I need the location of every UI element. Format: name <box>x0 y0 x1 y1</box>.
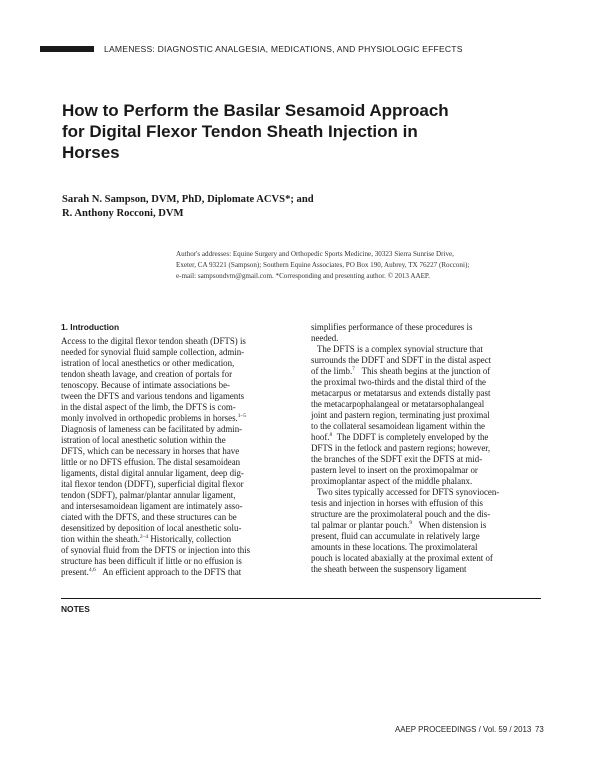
text-line: tween the DFTS and various tendons and ligaments <box>61 391 245 401</box>
author-line: R. Anthony Rocconi, DVM <box>62 207 184 219</box>
text-fragment: monly involved in orthopedic problems in horses. <box>61 413 238 423</box>
title-line: for Digital Flexor Tendon Sheath Injection in <box>62 122 418 141</box>
text-line: needed for synovial fluid sample collection, admin- <box>61 347 245 357</box>
text-fragment: When distension is <box>418 520 487 530</box>
text-line: to the collateral sesamoidean ligament within the <box>311 421 485 431</box>
text-line: tendon sheath lavage, and creation of portals for <box>61 369 233 379</box>
journal-citation: AAEP PROCEEDINGS / Vol. 59 / 2013 <box>395 725 532 734</box>
text-line: joint and pastern region, terminating just proximal <box>311 410 490 420</box>
running-header <box>40 43 540 55</box>
citation-ref: 9 <box>409 520 413 527</box>
citation-ref: 4,6 <box>88 567 96 574</box>
notes-label: NOTES <box>61 604 90 614</box>
body-column-left <box>61 322 291 578</box>
text-line: the sheath between the suspensory ligament <box>311 564 467 574</box>
text-line: pastern level to insert on the proximopalmar or <box>311 465 478 475</box>
text-line: DFTS, which can be necessary in horses that have <box>61 446 240 456</box>
body-column-right <box>311 322 541 575</box>
citation-ref: 8 <box>329 432 333 439</box>
title-line: How to Perform the Basilar Sesamoid Approach <box>62 101 449 120</box>
text-line: tesis and injection in horses with effusion of this <box>311 498 483 508</box>
text-line: surrounds the DDFT and SDFT in the distal aspect <box>311 355 492 365</box>
text-line: istration of local anesthetic solution within the <box>61 435 226 445</box>
page-number: 73 <box>535 725 544 734</box>
text-line: the branches of the SDFT exit the DFTS at mid- <box>311 454 483 464</box>
address-line: Author's addresses: Equine Surgery and Orthopedic Sports Medicine, 30323 Sierra Sunrise Drive, <box>176 250 454 258</box>
author-list <box>62 193 482 220</box>
text-line <box>61 534 291 545</box>
text-line: The DFTS is a complex synovial structure that <box>317 344 483 354</box>
text-fragment: The DDFT is completely enveloped by the <box>336 432 489 442</box>
author-line: Sarah N. Sampson, DVM, PhD, Diplomate ACVS*; and <box>62 194 314 205</box>
text-line: present, fluid can accumulate in relatively large <box>311 531 480 541</box>
citation-ref: 1–5 <box>237 413 246 420</box>
section-heading: 1. Introduction <box>61 322 120 332</box>
text-line: Two sites typically accessed for DFTS synoviocen- <box>317 487 500 497</box>
citation-ref: 7 <box>352 366 355 373</box>
text-line: the metacarpophalangeal or metatarsophalangeal <box>311 399 485 409</box>
text-line: tendon (SDFT), palmar/plantar annular ligament, <box>61 490 236 500</box>
text-line: proximoplantar aspect of the middle phalanx. <box>311 476 473 486</box>
title-line: Horses <box>62 143 120 162</box>
author-addresses <box>176 249 542 282</box>
citation-ref: 2–4 <box>139 534 149 541</box>
text-line: the proximal two-thirds and the distal third of the <box>311 377 486 387</box>
text-line: needed. <box>311 333 339 343</box>
text-line: of synovial fluid from the DFTS or injection into this <box>61 545 251 555</box>
text-fragment: hoof. <box>311 432 330 442</box>
notes-divider <box>61 598 541 599</box>
text-line: Access to the digital flexor tendon sheath (DFTS) is <box>61 336 246 346</box>
text-line: and intersesamoidean ligament are intimately asso- <box>61 501 243 511</box>
text-fragment: present. <box>61 567 89 577</box>
text-fragment: tal palmar or plantar pouch. <box>311 520 410 530</box>
text-line <box>311 366 541 377</box>
text-line: in the distal aspect of the limb, the DFTS is com- <box>61 402 236 412</box>
text-line: desensitized by deposition of local anesthetic solu- <box>61 523 242 533</box>
running-title: LAMENESS: DIAGNOSTIC ANALGESIA, MEDICATIONS, AND PHYSIOLOGIC EFFECTS <box>104 44 463 54</box>
text-line: ital flexor tendon (DDFT), superficial digital flexor <box>61 479 244 489</box>
text-line: simplifies performance of these procedures is <box>311 322 473 332</box>
text-fragment: Historically, collection <box>148 534 232 544</box>
header-bar-block <box>40 46 94 52</box>
text-fragment: tion within the sheath. <box>61 534 140 544</box>
text-line: amounts in these locations. The proximolateral <box>311 542 478 552</box>
text-line: ligaments, distal digital annular ligament, deep dig- <box>61 468 244 478</box>
text-line: metacarpus or metatarsus and extends distally past <box>311 388 491 398</box>
text-line: pouch is located abaxially at the proximal extent of <box>311 553 493 563</box>
text-line <box>61 567 291 578</box>
text-fragment: An efficient approach to the DFTS that <box>102 567 242 577</box>
article-title <box>62 100 502 163</box>
text-line: tenoscopy. Because of intimate associations be- <box>61 380 230 390</box>
text-line <box>61 413 291 424</box>
text-line <box>311 520 541 531</box>
text-line: Diagnosis of lameness can be facilitated by admin- <box>61 424 243 434</box>
text-line: ciated with the DFTS, and these structures can be <box>61 512 237 522</box>
text-fragment: of the limb. <box>311 366 353 376</box>
text-line: structure has been difficult if little or no effusion is <box>61 556 242 566</box>
text-line: little or no DFTS effusion. The distal sesamoidean <box>61 457 241 467</box>
text-line: istration of local anesthetics or other medication, <box>61 358 235 368</box>
text-line: structure are the proximolateral pouch and the dis- <box>311 509 491 519</box>
text-line: DFTS in the fetlock and pastern regions; however, <box>311 443 491 453</box>
page-footer <box>395 725 545 734</box>
address-line: e-mail: sampsondvm@gmail.com. *Corresponding and presenting author. © 2013 AAEP. <box>176 272 430 280</box>
text-fragment: This sheath begins at the junction of <box>361 366 491 376</box>
text-line <box>311 432 541 443</box>
address-line: Exeter, CA 93221 (Sampson); Southern Equine Associates, PO Box 190, Aubrey, TX 76227 (Rocconi); <box>176 261 470 269</box>
